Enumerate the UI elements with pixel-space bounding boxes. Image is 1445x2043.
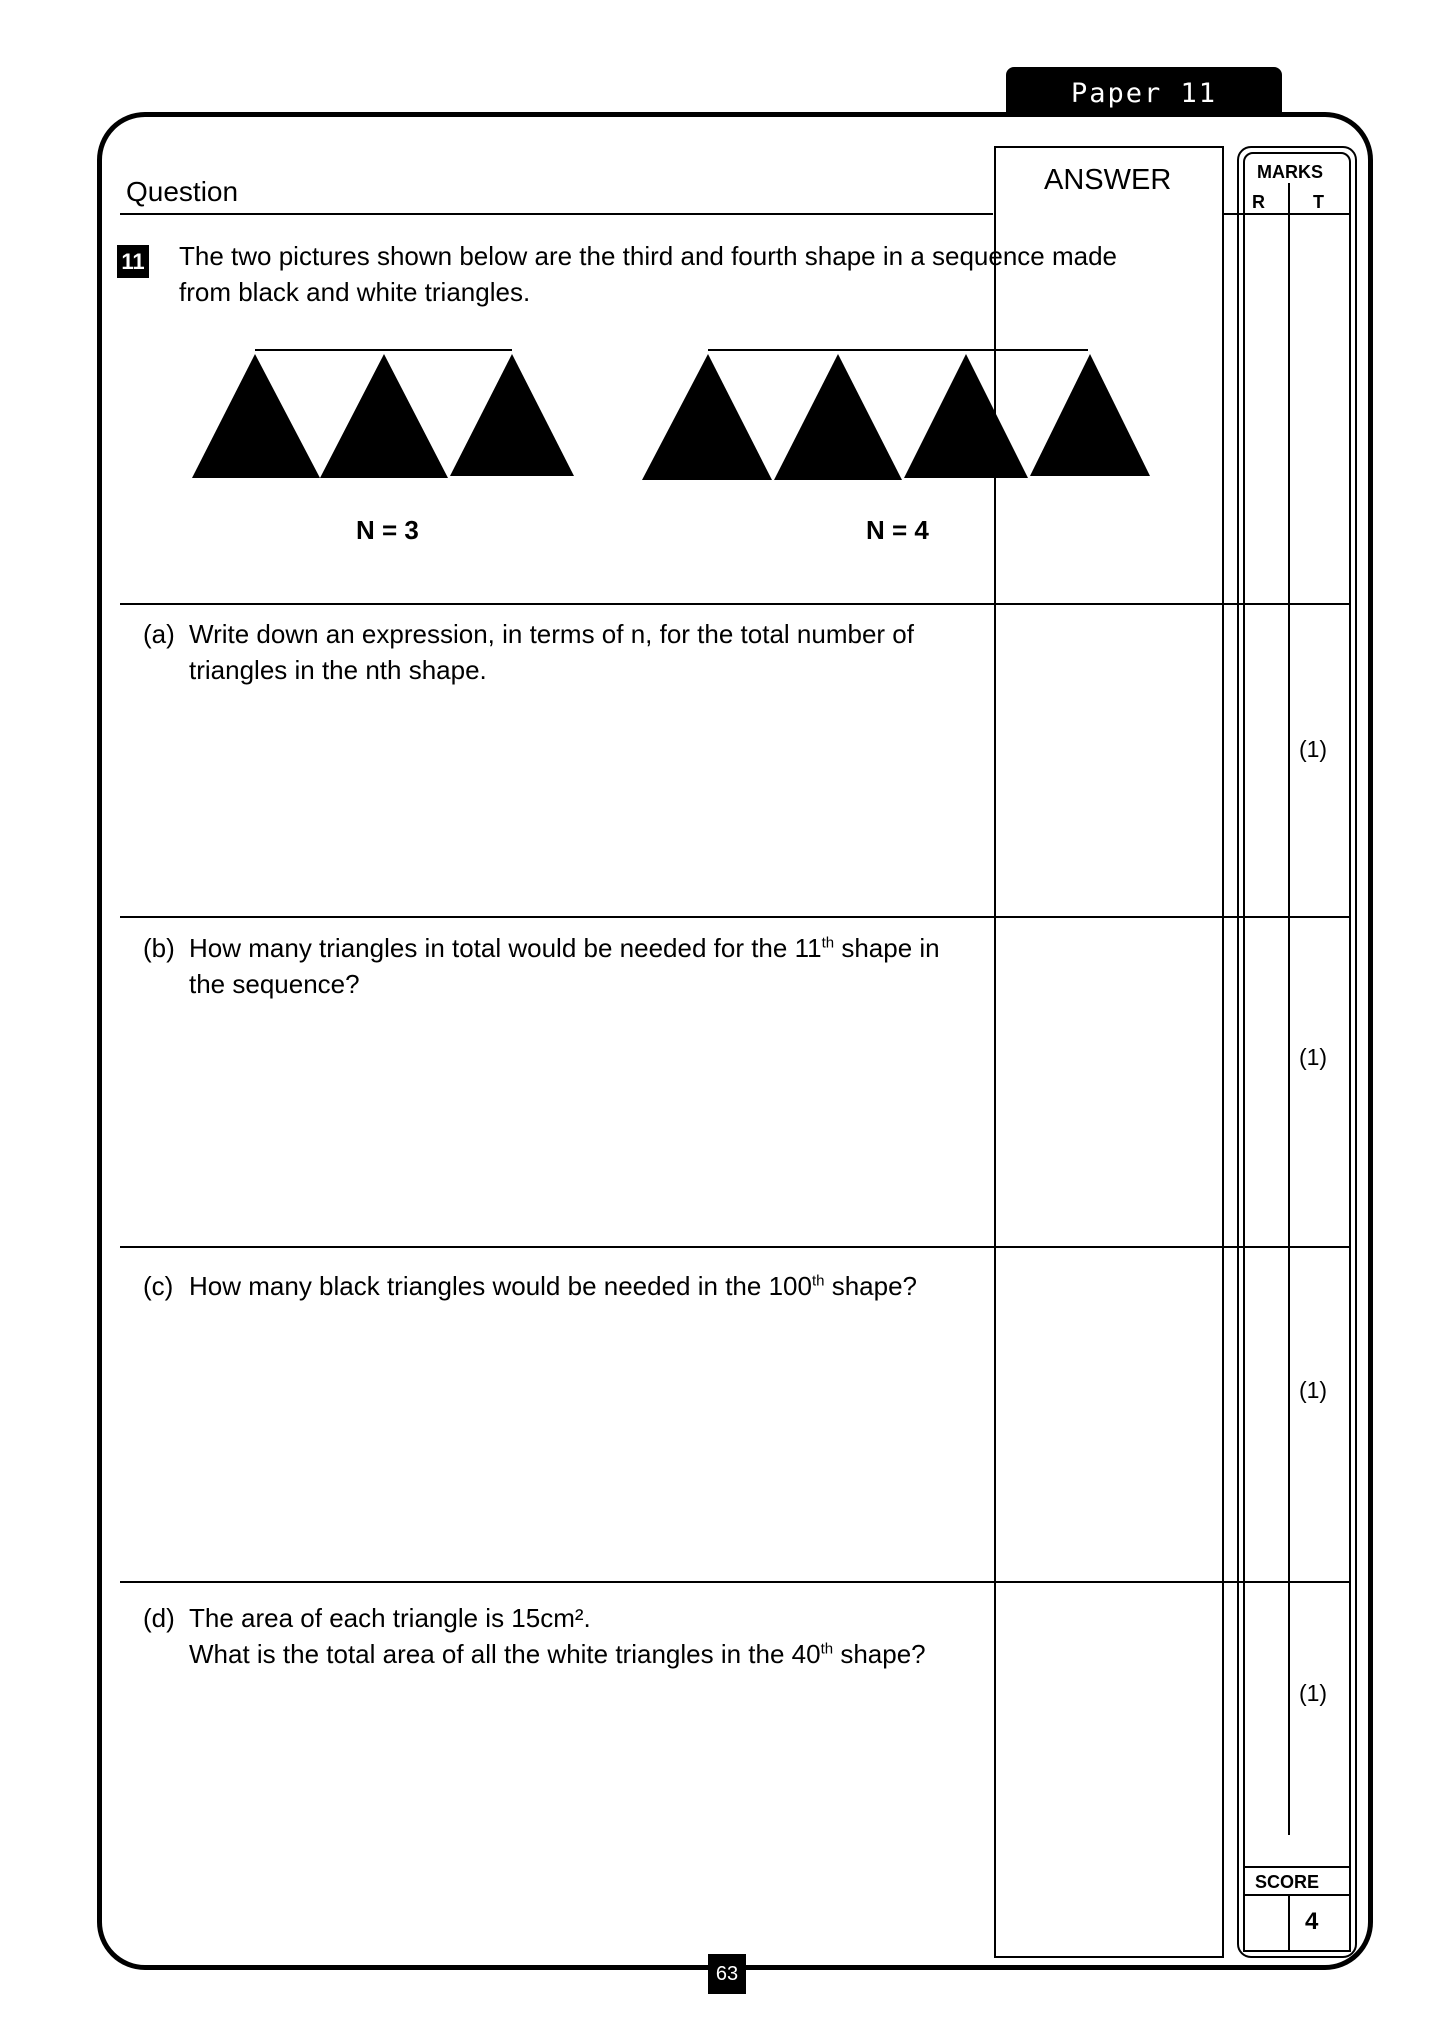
part-d-marks: (1) [1298,1680,1328,1706]
score-label: SCORE [1255,1872,1320,1892]
part-d-line1: The area of each triangle is 15cm². [189,1603,591,1633]
part-a-line1: Write down an expression, in terms of n, for the total number of [189,619,914,649]
marks-header-rule [1224,213,1349,215]
part-a-letter: (a) [143,619,175,649]
page-number: 63 [708,1954,746,1994]
marks-t-header: T [1313,192,1324,212]
part-b-line1: How many triangles in total would be needed for the 11th shape in [189,933,940,963]
part-c-line1: How many black triangles would be needed in the 100th shape? [189,1271,917,1301]
part-b-line2: the sequence? [189,969,360,999]
marks-column-header: MARKS [1257,162,1323,182]
divider-c [120,1246,1349,1248]
triangle-sequence-figure [180,340,1160,490]
question-column-header: Question [126,176,239,207]
question-intro-line1: The two pictures shown below are the third and fourth shape in a sequence made [179,241,1118,271]
marks-r-header: R [1252,192,1265,212]
part-a-marks: (1) [1298,736,1328,762]
paper-label: Paper 11 [1006,67,1282,117]
part-d-line2: What is the total area of all the white triangles in the 40th shape? [189,1639,926,1669]
marks-r-t-divider [1288,183,1290,1835]
divider-a [120,603,1349,605]
answer-column-header: ANSWER [1044,164,1172,196]
score-divider [1288,1894,1290,1952]
part-c-letter: (c) [143,1271,174,1301]
divider-d [120,1581,1349,1583]
part-d-letter: (d) [143,1603,175,1633]
header-rule [120,213,993,215]
question-number: 11 [117,245,149,278]
part-b-letter: (b) [143,933,175,963]
part-a-line2: triangles in the nth shape. [189,655,487,685]
part-b-marks: (1) [1298,1044,1328,1070]
shape-n3 [192,350,574,478]
question-intro-line2: from black and white triangles. [179,277,531,307]
part-c-marks: (1) [1298,1377,1328,1403]
figure-label-n4: N = 4 [866,515,929,545]
score-value: 4 [1305,1908,1319,1935]
shape-n4 [642,350,1150,480]
figure-label-n3: N = 3 [356,515,419,545]
divider-b [120,916,1349,918]
